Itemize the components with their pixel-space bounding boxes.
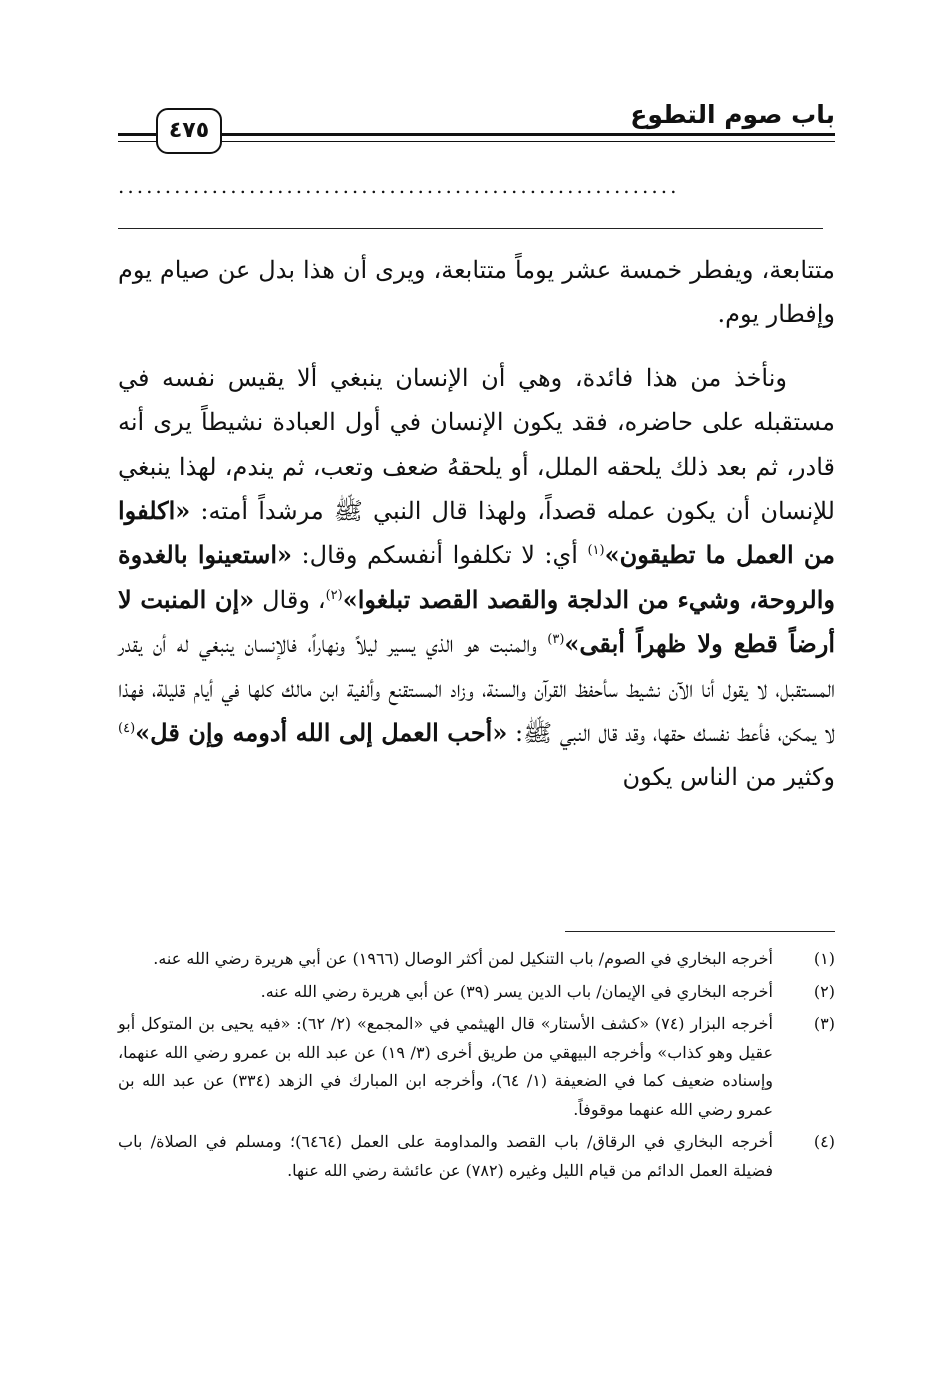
footnote-ref: (٢) — [325, 587, 343, 603]
footnote-text: أخرجه البخاري في الصوم/ باب التنكيل لمن أكثر الوصال (١٩٦٦) عن أبي هريرة رضي الله عنه. — [153, 949, 773, 968]
text-run: والمنبت هو الذي يسير ليلاً ونهاراً، فالإنسان ينبغي له أن يقدر المستقبل، لا يقول أنا الآن نشيط سأحفظ القرآن والسنة، وزاد المستقنع وألفية ابن مالك كلها في أيام قليلة، فهذا لا يمكن، فأعط نفسك حقها، وقد قال النبي ﷺ: — [118, 630, 836, 748]
footnote — [118, 1128, 835, 1185]
page-number: ٤٧٥ — [156, 108, 222, 154]
footnote-number: (٤) — [813, 1132, 835, 1151]
hadith-quote: «إن المنبت لا أرضاً قطع ولا ظهراً أبقى» — [118, 584, 835, 659]
footnote-divider — [565, 931, 835, 932]
main-text — [118, 248, 835, 800]
footnote-number: (١) — [813, 949, 835, 968]
footnote-ref: (٣) — [547, 632, 565, 648]
hadith-quote: «استعينوا بالغدوة والروحة، وشيء من الدلجة والقصد القصد تبلغوا» — [118, 540, 835, 614]
footnote-ref: (١) — [587, 543, 605, 559]
dotted-separator: ............................................................ — [118, 174, 680, 198]
text-run: ، وقال — [254, 585, 326, 614]
text-run: ونأخذ من هذا فائدة، وهي أن الإنسان ينبغي ألا يقيس نفسه في مستقبله على حاضره، فقد يكون الإنسان في أول العبادة نشيطاً يرى أنه قادر، ثم بعد ذلك يلحقه الملل، أو يلحقهُ ضعف وتعب، ثم يندم، لهذا ينبغي للإنسان أن يكون عمله قصداً، ولهذا قال النبي ﷺ مرشداً أمته: — [118, 363, 835, 526]
paragraph: متتابعة، ويفطر خمسة عشر يوماً متتابعة، ويرى أن هذا بدل عن صيام يوم وإفطار يوم. — [118, 256, 835, 329]
footnotes — [118, 945, 835, 1189]
hadith-quote: «أحب العمل إلى الله أدومه وإن قل» — [135, 718, 508, 748]
header-rule-left — [118, 133, 156, 142]
footnote-ref: (٤) — [118, 721, 136, 737]
footnote-text: أخرجه البخاري في الإيمان/ باب الدين يسر (٣٩) عن أبي هريرة رضي الله عنه. — [260, 981, 773, 1001]
footnote-text: أخرجه البخاري في الرقاق/ باب القصد والمداومة على العمل (٦٤٦٤)؛ ومسلم في الصلاة/ باب فضيلة العمل الدائم من قيام الليل وغيره (٧٨٢) عن عائشة رضي الله عنها. — [118, 1132, 774, 1180]
footnote-text: أخرجه البزار (٧٤) «كشف الأستار» قال الهيثمي في «المجمع» (٢/ ٦٢): «فيه يحيى بن المتوكل أبو عقيل وهو كذاب» وأخرجه البيهقي من طريق أخرى (٣/ ١٩) عن عبد الله بن عمرو رضي الله عنهما، وإسناده ضعيف كما في الضعيفة (١/ ٦٤)، وأخرجه ابن المبارك في الزهد (٣٣٤) عن عبد الله بن عمرو رضي الله عنهما موقوفاً. — [118, 1014, 774, 1119]
footnote-number: (٢) — [813, 981, 835, 1001]
footnote-number: (٣) — [813, 1014, 835, 1033]
chapter-title: باب صوم التطوع — [630, 100, 835, 129]
footnote — [118, 1010, 835, 1124]
text-run: وكثير من الناس يكون — [622, 763, 835, 792]
footnote — [118, 978, 835, 1007]
header-rule — [222, 133, 835, 142]
top-divider — [118, 228, 823, 229]
paragraph — [118, 356, 835, 800]
text-run: أي: لا تكلفوا أنفسكم وقال: — [292, 541, 588, 570]
footnote — [118, 945, 835, 974]
hadith-quote: «اكلفوا من العمل ما تطيقون» — [118, 496, 836, 570]
